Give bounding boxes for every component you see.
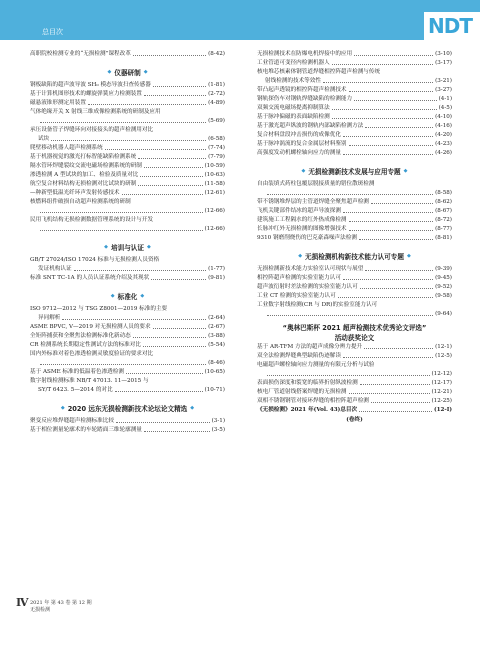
dot-leader: [105, 144, 206, 150]
toc-entry: [30, 144, 225, 153]
toc-entry-page: (4-16): [435, 123, 452, 129]
dot-leader: [40, 225, 203, 231]
dot-leader: [267, 189, 433, 195]
dot-leader: [144, 426, 210, 432]
section-heading: [257, 249, 452, 262]
toc-entry-title: 工业管道可变径内检测机器人: [257, 60, 330, 66]
left-column: [30, 50, 225, 435]
toc-entry-page: (7-74): [208, 145, 225, 151]
toc-entry-title: 无损检测新技术能力实验室认可现状与展望: [257, 266, 364, 272]
toc-entry-page: (3-88): [208, 333, 225, 339]
toc-entry-title: 渗透检测 A 型试块的加工、检验及质量对比: [30, 172, 139, 178]
toc-entry: [30, 207, 225, 216]
dot-leader: [349, 86, 434, 92]
toc-entry: [30, 50, 225, 59]
dot-leader: [144, 162, 203, 168]
toc-entry: [30, 314, 225, 323]
toc-entry-page: (3-21): [435, 78, 452, 84]
toc-entry: [257, 149, 452, 158]
footer-info: [30, 600, 92, 614]
toc-entry-title: 磁悬液锥形测定用装置: [30, 100, 86, 106]
toc-entry: [30, 359, 225, 368]
dot-leader: [343, 207, 433, 213]
dot-leader: [153, 81, 206, 87]
diamond-icon: ◆: [190, 404, 195, 411]
toc-entry: [257, 274, 452, 283]
toc-entry: [257, 225, 452, 234]
toc-entry-page: (5-69): [208, 118, 225, 124]
toc-entry: [257, 265, 452, 274]
toc-entry: [257, 113, 452, 122]
toc-entry-page: (9-39): [435, 266, 452, 272]
toc-entry: [257, 370, 452, 379]
toc-entry-title: 双相不锈钢钢管对接环焊缝的相控阵超声检测: [257, 398, 369, 404]
toc-entry-title: 建筑施工工程隔水的红外热成像检测: [257, 217, 347, 223]
toc-entry: [30, 135, 225, 144]
toc-entry-title: 基于激光超声纵波的钢轨内部缺陷检测方法: [257, 123, 364, 129]
toc-entry: [30, 332, 225, 341]
toc-entry-title: 基于机器视觉的激光打标智能缺陷检测系统: [30, 154, 137, 160]
dot-leader: [343, 149, 433, 155]
toc-entry: [30, 108, 225, 117]
dot-leader: [360, 379, 430, 385]
toc-entry-title: 隔水管环焊缝裂纹交流电磁场检测系统的研制: [30, 163, 142, 169]
header-title: 总目次: [42, 28, 63, 36]
section-heading: [30, 401, 225, 414]
toc-entry-title: 标准 SNT TC-1A 的人员认证系统介绍及其现状: [30, 275, 150, 281]
dot-leader: [338, 292, 433, 298]
toc-entry: [30, 274, 225, 283]
toc-entry: [30, 189, 225, 198]
dot-leader: [354, 95, 437, 101]
toc-entry: [30, 323, 225, 332]
toc-entry-title: ASME BPVC, V—2019 对无损检测人员的要求: [30, 324, 151, 330]
toc-entry-title: 射线检测的技术等效性: [265, 78, 321, 84]
toc-entry-title: 飞机关键部件结冰的超声导波探测: [257, 208, 341, 214]
toc-entry: [30, 153, 225, 162]
dot-leader: [364, 343, 433, 349]
dot-leader: [138, 153, 206, 159]
dot-leader: [349, 225, 434, 231]
dot-leader: [349, 140, 434, 146]
dot-leader: [267, 310, 433, 316]
toc-entry-page: (4-1): [438, 96, 452, 102]
toc-entry: [257, 198, 452, 207]
toc-entry: [257, 301, 452, 310]
page-number: Ⅳ: [16, 596, 29, 609]
logo-text: NDT: [428, 14, 472, 38]
toc-entry-page: (8-72): [435, 217, 452, 223]
toc-entry-page: (10-63): [204, 172, 225, 178]
toc-entry-title: 爬壁移动机器人超声检测系统: [30, 145, 103, 151]
toc-entry: [257, 216, 452, 225]
toc-entry-title: 航空复合材料结构无损检测对比试块的研制: [30, 181, 137, 187]
toc-entry-page: (10-65): [204, 369, 225, 375]
toc-entry-title: 电磁超声螺栓轴向应力测量的有限元分析与试验: [257, 362, 375, 368]
dot-leader: [360, 283, 433, 289]
toc-entry-title: 基于 AR-TFM 方法的超声成像分辨力提升: [257, 344, 363, 350]
toc-entry-page: (4-20): [435, 132, 452, 138]
diamond-icon: ◆: [298, 252, 303, 259]
toc-entry-title: 工业数字射线检测(CR 与 DR)的实验室能力认可: [257, 302, 378, 308]
toc-entry-page: (12-66): [204, 208, 225, 214]
toc-entry-page: (9-45): [435, 275, 452, 281]
diamond-icon: ◆: [60, 404, 65, 411]
toc-entry-page: (12-12): [431, 371, 452, 377]
toc-entry-page: (11-58): [204, 181, 225, 187]
toc-entry-page: (12-1): [435, 344, 452, 350]
toc-entry-title: 超声波衍射时差法检测的实验室能力认可: [257, 284, 358, 290]
toc-entry: [30, 81, 225, 90]
toc-entry: [30, 225, 225, 234]
toc-entry-page: (2-67): [208, 324, 225, 330]
toc-entry-page: (7-79): [208, 154, 225, 160]
toc-entry-page: (3-5): [211, 427, 225, 433]
journal-logo: [424, 12, 480, 40]
toc-entry: [30, 117, 225, 126]
toc-entry: [257, 234, 452, 243]
dot-leader: [332, 59, 433, 65]
toc-entry: [257, 397, 452, 406]
issue-line: 2021 年 第 43 卷 第 12 期: [30, 600, 92, 606]
toc-entry-page: (9-58): [435, 293, 452, 299]
toc-entry-page: (4-26): [435, 150, 452, 156]
toc-entry: [257, 140, 452, 149]
toc-entry-title: 带凸起声透镜的相控阵超声检测技术: [257, 87, 347, 93]
toc-entry-title: GB/T 27024/ISO 17024 标准与无损检测人员资格: [30, 257, 160, 263]
toc-entry-page: (9-64): [435, 311, 452, 317]
dot-leader: [151, 274, 206, 280]
toc-entry: [257, 131, 452, 140]
dot-leader: [343, 131, 433, 137]
toc-entry: [257, 189, 452, 198]
header-bar: [0, 0, 480, 40]
toc-entry: [257, 283, 452, 292]
toc-entry-page: (5-54): [208, 342, 225, 348]
toc-entry: [30, 171, 225, 180]
toc-entry-page: (1-81): [208, 82, 225, 88]
toc-entry: [257, 361, 452, 370]
toc-entry: [30, 377, 225, 386]
toc-entry-page: (8-62): [435, 199, 452, 205]
right-column: [257, 50, 452, 425]
toc-entry: [30, 265, 225, 274]
toc-entry-page: (8-42): [208, 51, 225, 57]
toc-entry: [30, 417, 225, 426]
toc-entry-title: 基于脉冲涡流的复合金属层材料鉴别: [257, 141, 347, 147]
toc-entry: [257, 352, 452, 361]
section-heading: [30, 289, 225, 302]
diamond-icon: ◆: [146, 243, 151, 250]
toc-entry-title: 气体绝缘开关 X 射线三维成像检测系统的研制及应用: [30, 109, 161, 115]
section-heading: [257, 164, 452, 177]
toc-entry-title: 双频交流电磁场提离抑制算法: [257, 105, 330, 111]
dot-leader: [62, 314, 206, 320]
toc-entry: [30, 90, 225, 99]
toc-entry-page: (4-5): [438, 105, 452, 111]
dot-leader: [343, 352, 433, 358]
toc-entry-title: 基于计算机图形技术的螺旋弹簧应力检测装置: [30, 91, 142, 97]
dot-leader: [365, 122, 433, 128]
diamond-icon: ◆: [406, 252, 411, 259]
toc-entry-title: 异同解析: [38, 315, 61, 321]
toc-entry: [257, 86, 452, 95]
toc-entry-page: (2-72): [208, 91, 225, 97]
dot-leader: [143, 341, 206, 347]
dot-leader: [74, 265, 206, 271]
section-title: 培训与认证: [111, 243, 144, 252]
toc-entry-page: (8-46): [208, 360, 225, 366]
dot-leader: [153, 323, 206, 329]
toc-entry: [30, 126, 225, 135]
toc-entry: [257, 77, 452, 86]
toc-entry: [257, 104, 452, 113]
toc-entry-title: 基于脉冲偏磁的表面缺陷检测: [257, 114, 330, 120]
dot-leader: [138, 180, 202, 186]
toc-entry-title: 《无损检测》2021 年(Vol. 43)总目次: [257, 407, 358, 413]
toc-entry-title: 复合材料盘段冲击损伤的成像优化: [257, 132, 341, 138]
toc-entry-title: 无损检测技术在防爆电机焊接中的应用: [257, 51, 353, 57]
toc-entry: [257, 207, 452, 216]
toc-entry-title: 承压设备管子焊缝环向对接接头的超声检测用对比: [30, 127, 154, 133]
toc-entry-title: 9310 钢磨削烧伤的巴克豪森噪声法检测: [257, 235, 357, 241]
dot-leader: [371, 198, 433, 204]
toc-entry: [30, 99, 225, 108]
diamond-icon: ◆: [104, 243, 109, 250]
toc-entry-page: (10-59): [204, 163, 225, 169]
toc-entry: [30, 180, 225, 189]
toc-entry-title: 双全法检测焊缝典型缺陷伪迹解读: [257, 353, 341, 359]
dot-leader: [332, 104, 437, 110]
toc-entry-page: (10-71): [204, 387, 225, 393]
toc-entry: [257, 379, 452, 388]
dot-leader: [40, 117, 206, 123]
toc-entry: [257, 95, 452, 104]
toc-entry: [257, 68, 452, 77]
toc-entry-page: (6-58): [208, 136, 225, 142]
dot-leader: [51, 135, 206, 141]
toc-entry-page: (1-77): [208, 266, 225, 272]
toc-entry-page: (2-64): [208, 315, 225, 321]
dot-leader: [371, 397, 430, 403]
toc-entry-page: (12-25): [431, 398, 452, 404]
toc-entry: [30, 368, 225, 377]
toc-entry-title: 发证机构认证: [38, 266, 72, 272]
section-heading: [30, 65, 225, 78]
dot-leader: [267, 370, 430, 376]
toc-entry-page: (9-81): [208, 275, 225, 281]
toc-entry: [30, 198, 225, 207]
toc-entry-title: SY/T 6423. 5—2014 的对比: [38, 387, 113, 393]
toc-entry-page: (4-89): [208, 100, 225, 106]
toc-entry: [257, 59, 452, 68]
dot-leader: [332, 113, 433, 119]
toc-entry-title: 民用飞机结构无损检测数据管理系统的设计与开发: [30, 217, 154, 223]
toc-entry-title: 表面损伤深度和裂宽的临界折射纵波检测: [257, 380, 358, 386]
toc-entry-page: (12-21): [431, 389, 452, 395]
dot-leader: [144, 90, 206, 96]
dot-leader: [323, 77, 433, 83]
toc-entry-title: CR 检测系统长期稳定性测试方法的标准对比: [30, 342, 141, 348]
toc-entry: [257, 50, 452, 59]
toc-entry-title: 高职院校检测专业的“无损检测”课程改革: [30, 51, 131, 57]
dot-leader: [359, 406, 432, 412]
diamond-icon: ◆: [143, 68, 148, 75]
toc-entry: [257, 406, 452, 415]
toc-entry: [257, 122, 452, 131]
diamond-icon: ◆: [110, 292, 115, 299]
toc-entry-page: (3-27): [435, 87, 452, 93]
journal-name: 无损检测: [30, 607, 51, 613]
toc-entry-title: 基于 ASME 标准的低温着色渗透检测: [30, 369, 124, 375]
dot-leader: [40, 207, 203, 213]
section-title: 无损检测机构新技术能力认可专题: [305, 252, 404, 261]
toc-entry: [257, 343, 452, 352]
dot-leader: [140, 171, 202, 177]
dot-leader: [88, 99, 206, 105]
toc-entry-page: (8-58): [435, 190, 452, 196]
toc-entry-title: 试块: [38, 136, 50, 142]
toc-entry: [30, 341, 225, 350]
toc-entry-title: 工业 CT 检测的实验室能力认可: [257, 293, 336, 299]
toc-entry-title: 钢板缺陷的超声波导波 SH₀ 模态导波扫查传感器: [30, 82, 151, 88]
section-title: 2020 远东无损检测新技术论坛论文精选: [67, 404, 188, 413]
diamond-icon: ◆: [403, 167, 408, 174]
toc-entry: [30, 350, 225, 359]
toc-entry-page: (8-67): [435, 208, 452, 214]
toc-entry: [257, 180, 452, 189]
toc-entry-title: 聚变反应堆焊缝超声检测标准比较: [30, 418, 114, 424]
toc-entry: [30, 305, 225, 314]
dot-leader: [354, 50, 433, 56]
toc-entry-page: (9-52): [435, 284, 452, 290]
toc-entry-title: 全矩阵捕获和全聚焦法检测标准化新动态: [30, 333, 131, 339]
dot-leader: [349, 388, 430, 394]
toc-entry-page: (3-1): [211, 418, 225, 424]
toc-entry-title: 相控阵超声检测的实验室能力认可: [257, 275, 341, 281]
award-subheading: 活动获奖论文: [334, 334, 375, 342]
dot-leader: [133, 332, 206, 338]
toc-entry-title: —种新型低温光纤环声发射传感技术: [30, 190, 120, 196]
toc-entry-title: 钢轨探伤车对钢轨焊缝缺陷的检测能力: [257, 96, 353, 102]
toc-entry-title: 国内外标准对着色渗透检测灵敏度验证的要求对比: [30, 351, 154, 357]
dot-leader: [116, 417, 210, 423]
toc-entry-title: 高强度发动机螺栓轴向应力的测量: [257, 150, 341, 156]
dot-leader: [359, 234, 433, 240]
toc-entry-title: 长脉冲红外无损检测的图像增强技术: [257, 226, 347, 232]
toc-entry-title: 核电堆芯核素体钢管道焊缝相控阵超声检测与传统: [257, 69, 381, 75]
section-title: 标准化: [117, 292, 138, 301]
toc-entry-page: (12-5): [435, 353, 452, 359]
toc-entry: [257, 292, 452, 301]
toc-entry-page: (3-17): [435, 60, 452, 66]
toc-entry-title: 带不锈钢堆焊层的主管道焊缝全聚焦超声检测: [257, 199, 369, 205]
toc-entry-page: (4-10): [435, 114, 452, 120]
toc-entry: [30, 162, 225, 171]
award-heading: “奥林巴斯杯 2021 超声检测技术优秀论文评选”: [282, 324, 427, 332]
toc-entry-title: 数字射线检测标准 NB/T 47013. 11—2015 与: [30, 378, 149, 384]
toc-entry-title: ISO 9712—2012 与 TSG Z8001—2019 标准的主要: [30, 306, 168, 312]
toc-entry: [30, 216, 225, 225]
diamond-icon: ◆: [107, 68, 112, 75]
toc-entry: [30, 386, 225, 395]
toc-entry-page: (12-17): [431, 380, 452, 386]
toc-entry: [30, 256, 225, 265]
toc-entry: [257, 310, 452, 319]
toc-entry-title: 核燃料组件破损自动超声检测系统的研制: [30, 199, 131, 205]
toc-entry-page: (4-23): [435, 141, 452, 147]
toc-entry-title: 基于相位测量轮廓术的车轮踏面三维轮廓测量: [30, 427, 142, 433]
dot-leader: [126, 368, 203, 374]
dot-leader: [122, 189, 203, 195]
toc-entry-page: (3-10): [435, 51, 452, 57]
toc-entry-page: (12-66): [204, 226, 225, 232]
dot-leader: [365, 265, 433, 271]
dot-leader: [40, 359, 206, 365]
diamond-icon: ◆: [301, 167, 306, 174]
dot-leader: [133, 50, 206, 56]
end-note: (卷终): [346, 417, 363, 423]
diamond-icon: ◆: [140, 292, 145, 299]
toc-entry-page: (8-77): [435, 226, 452, 232]
section-title: 仪器研制: [114, 68, 141, 77]
dot-leader: [343, 274, 433, 280]
toc-entry-page: (12-61): [204, 190, 225, 196]
toc-entry-page: (8-81): [435, 235, 452, 241]
dot-leader: [115, 386, 203, 392]
section-heading: [30, 240, 225, 253]
toc-entry-page: (12-I): [433, 407, 452, 413]
section-title: 无损检测新技术发展与应用专题: [308, 167, 401, 176]
dot-leader: [349, 216, 434, 222]
toc-entry: [257, 388, 452, 397]
toc-entry: [30, 426, 225, 435]
toc-entry-title: 自由装填式药柱包覆层脱接质量的错位散斑检测: [257, 181, 375, 187]
toc-entry-title: 核电厂管道射线搭案焊缝的无损检测: [257, 389, 347, 395]
